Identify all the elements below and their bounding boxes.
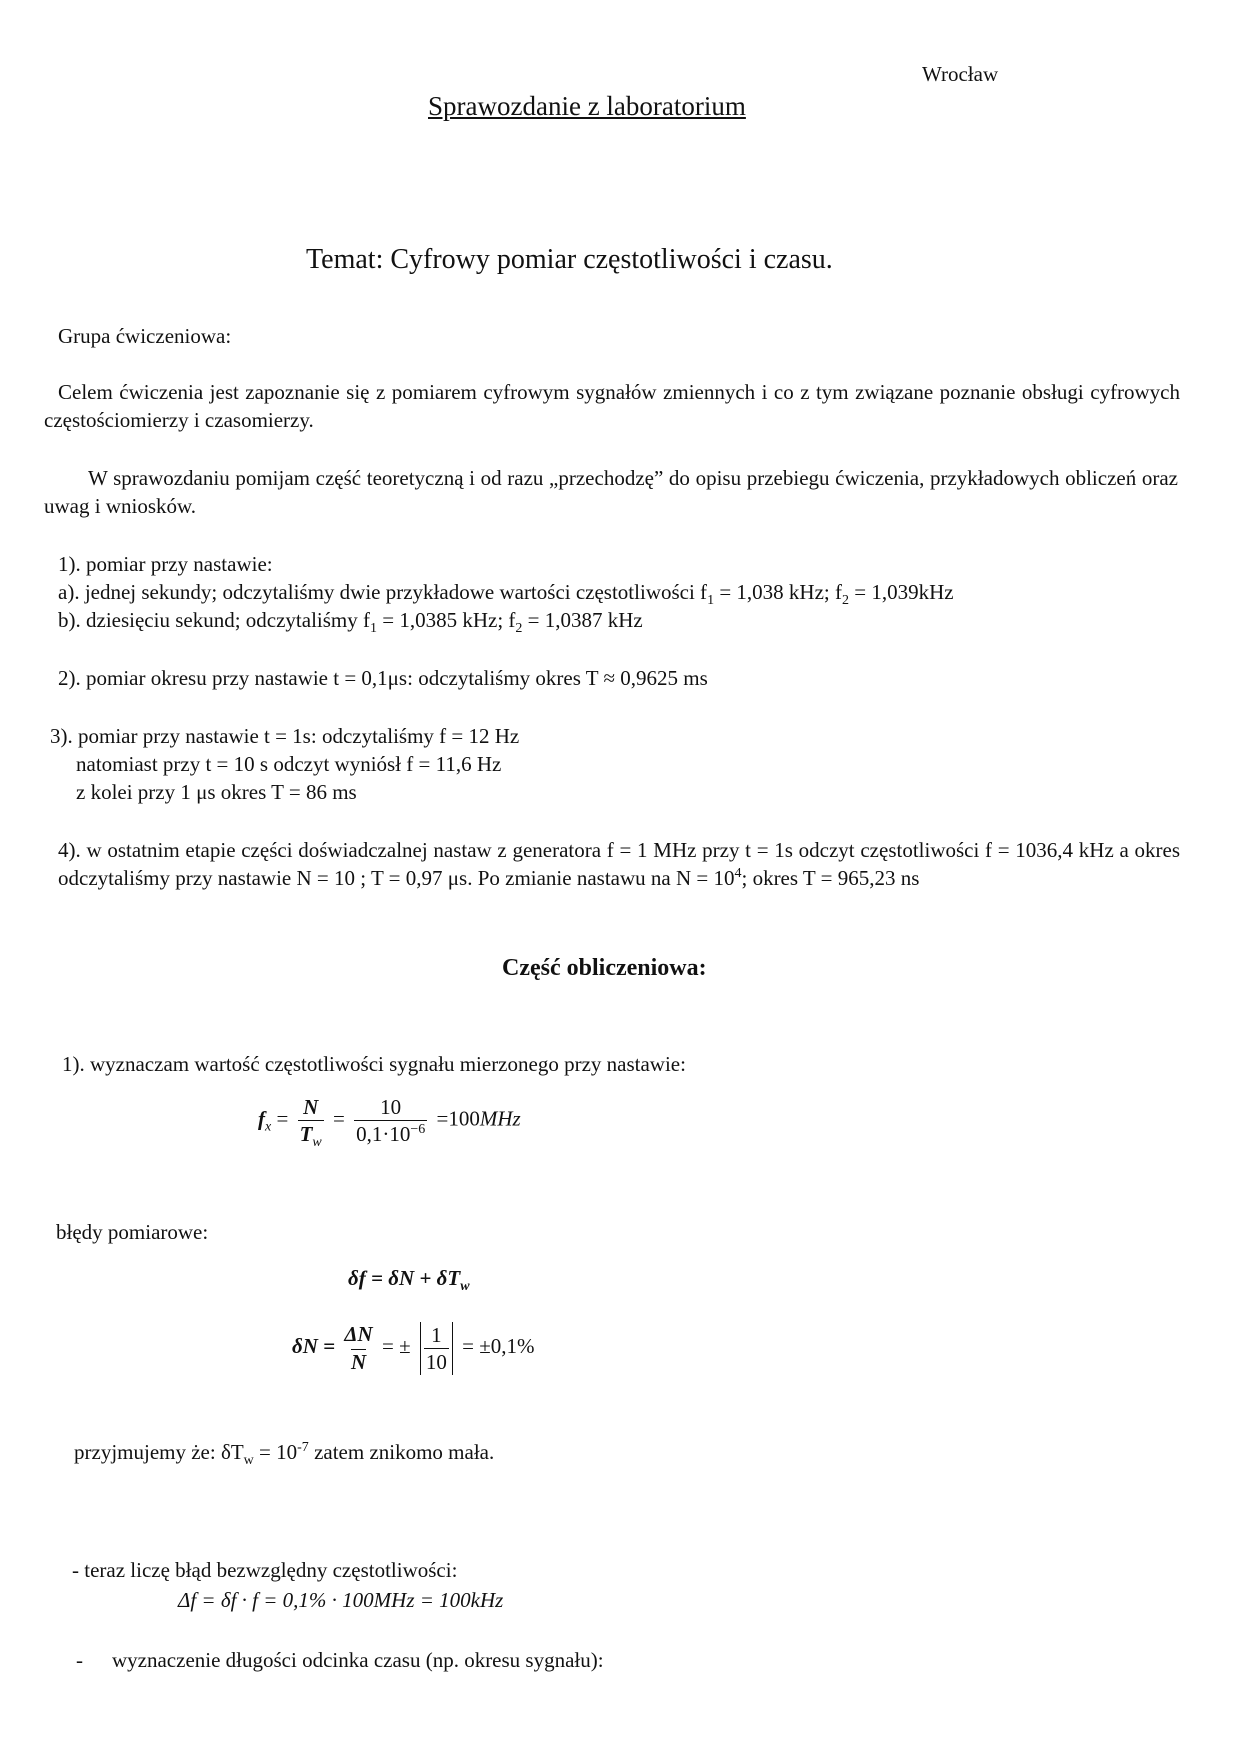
m1b-mid: = 1,0385 kHz; f [377, 608, 516, 632]
f3-lhs: δN = [292, 1333, 336, 1358]
absolute-error-label: - teraz liczę błąd bezwzględny częstotliwości: [72, 1558, 458, 1582]
assume-sup: -7 [297, 1440, 309, 1455]
measurement-1a [58, 578, 954, 609]
f3-inner-num: 1 [431, 1322, 442, 1347]
measurement-2: 2). pomiar okresu przy nastawie t = 0,1μs: odczytaliśmy okres T ≈ 0,9625 ms [58, 666, 708, 690]
f1-eq: = [276, 1106, 289, 1131]
f3-mid: = ± [381, 1333, 411, 1358]
m1b-text: b). dziesięciu sekund; odczytaliśmy f [58, 608, 370, 632]
assume-sub: w [243, 1453, 254, 1469]
m4-text: 4). w ostatnim etapie części doświadczalnej nastaw z generatora f = 1 MHz przy t = 1s odczyt częstotliwości f = 1036,4 kHz a okres odczytaliśmy przy nastawie N = 10 ; T = 0,97 μs. Po zmianie nastawu na N = 10 [58, 838, 1180, 890]
f1-num: N [303, 1095, 319, 1119]
f1-den [298, 1120, 324, 1151]
m4-sup: 4 [734, 866, 742, 881]
page-title: Sprawozdanie z laboratorium [428, 91, 746, 121]
city-label: Wrocław [922, 62, 999, 86]
m1a-post: = 1,039kHz [848, 580, 954, 604]
m1a-sub2: 2 [841, 593, 849, 609]
measurement-3-line-1: 3). pomiar przy nastawie t = 1s: odczytaliśmy f = 12 Hz [50, 724, 520, 748]
f1-lhs-sub: x [265, 1119, 272, 1135]
counting-error-formula [292, 1320, 534, 1376]
f1-frac-1 [298, 1094, 324, 1151]
f3-abs [420, 1322, 453, 1375]
group-label: Grupa ćwiczeniowa: [58, 324, 232, 348]
f2-text: δf = δN + δT [348, 1266, 461, 1290]
absolute-error-formula: Δf = δf · f = 0,1% · 100MHz = 100kHz [178, 1588, 504, 1612]
f1-frac-2 [354, 1094, 427, 1147]
measurement-3-line-3: z kolei przy 1 μs okres T = 86 ms [76, 780, 357, 804]
subject-line: Temat: Cyfrowy pomiar częstotliwości i czasu. [306, 244, 833, 275]
f1-eq-2: = [332, 1106, 345, 1131]
m1a-mid: = 1,038 kHz; f [714, 580, 842, 604]
f1-den2-text: 0,1·10 [356, 1122, 411, 1146]
frequency-formula [258, 1094, 521, 1151]
f1-den-sub: w [312, 1135, 322, 1151]
intro-paragraph-2: W sprawozdaniu pomijam część teoretyczną i od razu „przechodzę” do opisu przebiegu ćwiczenia, przykładowych obliczeń oraz uwag i wniosków. [44, 466, 1178, 518]
f3-frac [344, 1320, 372, 1376]
assume-pre: przyjmujemy że: δT [74, 1440, 244, 1464]
m1b-sub2: 2 [515, 621, 523, 637]
calc-heading: Część obliczeniowa: [502, 955, 707, 981]
assume-post: zatem znikomo mała. [308, 1440, 495, 1464]
time-measurement-label: wyznaczenie długości odcinka czasu (np. okresu sygnału): [112, 1648, 604, 1672]
f1-den2 [354, 1120, 427, 1147]
m1b-sub1: 1 [370, 621, 377, 637]
f1-result: =100 [436, 1106, 480, 1131]
calc-item-1: 1). wyznaczam wartość częstotliwości sygnału mierzonego przy nastawie: [62, 1052, 686, 1076]
measurement-4 [58, 836, 1180, 892]
f2-sub: w [460, 1279, 470, 1295]
m4-post: ; okres T = 965,23 ns [741, 866, 920, 890]
measurement-1b [58, 606, 643, 637]
m1a-text: a). jednej sekundy; odczytaliśmy dwie przykładowe wartości częstotliwości f [58, 580, 708, 604]
assumption-line [74, 1438, 495, 1469]
f3-result: = ±0,1% [462, 1333, 535, 1358]
f3-inner-den: 10 [425, 1349, 447, 1374]
m1a-sub1: 1 [707, 593, 715, 609]
m1b-post: = 1,0387 kHz [522, 608, 643, 632]
measurement-3-line-2: natomiast przy t = 10 s odczyt wyniósł f = 11,6 Hz [76, 752, 502, 776]
assume-mid: = 10 [253, 1440, 298, 1464]
f1-den2-sup: −6 [410, 1122, 426, 1137]
f1-lhs: f [258, 1106, 265, 1131]
f1-num2: 10 [380, 1095, 402, 1119]
intro-paragraph-1: Celem ćwiczenia jest zapoznanie się z pomiarem cyfrowym sygnałów zmiennych i co z tym związane poznanie obsługi cyfrowych częstościomierzy i czasomierzy. [44, 380, 1180, 432]
relative-error-formula [348, 1264, 470, 1295]
time-dash: - [76, 1648, 83, 1672]
f3-den: N [350, 1350, 367, 1374]
f1-unit: MHz [479, 1106, 521, 1131]
f3-num: ΔN [344, 1322, 373, 1346]
measurement-1-title: 1). pomiar przy nastawie: [58, 552, 273, 576]
errors-label: błędy pomiarowe: [56, 1220, 209, 1244]
f1-den-t: T [299, 1122, 313, 1146]
